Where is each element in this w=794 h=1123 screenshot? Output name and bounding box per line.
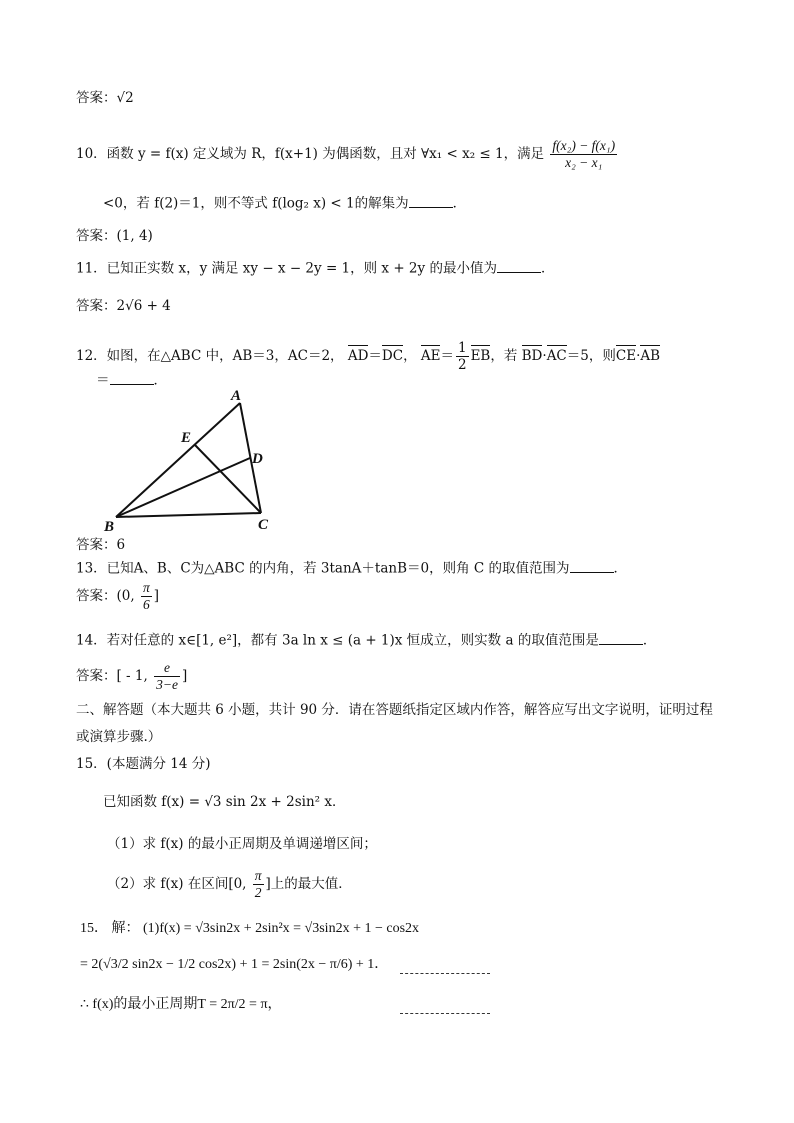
answer-q11: 答案：2√6 + 4 <box>76 298 171 314</box>
frac-den: 6 <box>142 597 150 613</box>
solution-line2 <box>80 957 388 974</box>
vector-dc: DC <box>381 348 404 365</box>
answer-q13-frac <box>141 580 152 613</box>
question-10-line2 <box>103 193 466 212</box>
q12-fraction <box>456 340 469 373</box>
question-14 <box>76 630 656 649</box>
vector-ad: AD <box>347 348 369 365</box>
q13-text: 13．已知A、B、C为△ABC 的内角，若 3tanA＋tanB＝0，则角 C 的取值范围为 <box>76 560 570 577</box>
q12-text-b: ，若 <box>490 348 518 365</box>
answer-q14-frac <box>154 660 180 693</box>
edge-ab <box>116 403 240 517</box>
dot-sign: · <box>542 348 547 365</box>
frac-num: 1 <box>457 340 467 356</box>
answer-q14-suffix: ] <box>181 668 188 685</box>
label-c: C <box>258 517 269 533</box>
answer-q14 <box>76 660 187 693</box>
q10-line2-text: <0，若 f(2)＝1，则不等式 f(log₂ x) < 1的解集为 <box>103 195 409 212</box>
question-11 <box>76 258 554 277</box>
section-2-heading-cont: 或演算步骤.） <box>76 729 162 745</box>
triangle-figure <box>95 385 295 535</box>
vector-eb: EB <box>470 348 491 365</box>
frac-den: 3−e <box>156 677 178 693</box>
q12-text-a: 12．如图，在△ABC 中，AB＝3，AC＝2， <box>76 348 344 365</box>
question-10-line1 <box>76 138 619 171</box>
vector-bd: BD <box>521 348 543 365</box>
answer-q13-suffix: ] <box>153 588 159 605</box>
label-d: D <box>252 451 263 467</box>
score-dash-line <box>400 959 490 974</box>
q13-end: ． <box>613 560 627 577</box>
answer-prev: 答案：√2 <box>76 90 134 106</box>
frac-den: 2 <box>254 885 262 901</box>
question-15-given: 已知函数 f(x) = √3 sin 2x + 2sin² x． <box>103 794 346 810</box>
question-15-part2 <box>107 868 352 901</box>
q14-text: 14．若对任意的 x∈[1, e²]，都有 3a ln x ≤ (a + 1)x 恒成立，则实数 a 的取值范围是 <box>76 632 599 649</box>
q12-line2-eq: ＝ <box>96 372 110 389</box>
eq-sign: ＝ <box>440 348 454 365</box>
edge-bc <box>116 513 261 517</box>
part2-text-b: ]上的最大值． <box>265 876 352 893</box>
score-dash-line <box>400 999 490 1014</box>
q14-end: ． <box>642 632 657 649</box>
answer-q14-prefix: 答案：[ - 1, <box>76 668 148 685</box>
answer-blank <box>110 370 154 385</box>
question-12-line1 <box>76 340 660 373</box>
section-2-heading: 二、解答题（本大题共 6 小题，共计 90 分．请在答题纸指定区域内作答，解答应写出文字说明，证明过程 <box>76 702 713 718</box>
answer-blank <box>570 558 614 573</box>
solution-line3: ∴ f(x)的最小正周期T = 2π/2 = π， <box>80 997 282 1012</box>
solution-line1: 15． 解： (1)f(x) = √3sin2x + 2sin²x = √3sin2x + 1 − cos2x <box>80 921 420 936</box>
sep: ， <box>403 348 417 365</box>
part2-frac <box>253 868 264 901</box>
vector-ab: AB <box>640 348 661 365</box>
q12-end: ． <box>153 372 167 389</box>
answer-q13-prefix: 答案：(0, <box>76 588 135 605</box>
q11-text: 11．已知正实数 x，y 满足 xy − x − 2y = 1，则 x + 2y 的最小值为 <box>76 260 497 277</box>
vector-ac: AC <box>546 348 567 365</box>
q10-text: 10．函数 y = f(x) 定义域为 R，f(x+1) 为偶函数，且对 ∀x₁ < x₂ ≤ 1，满足 <box>76 146 545 163</box>
answer-q13 <box>76 580 159 613</box>
dot-sign: · <box>636 348 641 365</box>
vector-ae: AE <box>420 348 441 365</box>
frac-num: π <box>253 868 264 885</box>
q12-text-c: ＝5，则 <box>566 348 616 365</box>
question-13 <box>76 558 627 577</box>
label-a: A <box>231 388 242 404</box>
vector-ce: CE <box>615 348 637 365</box>
eq-sign: ＝ <box>368 348 382 365</box>
frac-den: 2 <box>457 357 467 374</box>
part2-text-a: （2）求 f(x) 在区间[0, <box>107 876 247 893</box>
frac-num: e <box>154 660 180 677</box>
q10-frac-num: f(x₂) − f(x₁) <box>550 138 617 155</box>
frac-num: π <box>141 580 152 597</box>
label-e: E <box>181 430 192 446</box>
q10-fraction <box>550 138 617 171</box>
q10-frac-den: x₂ − x₁ <box>565 155 603 171</box>
answer-blank <box>409 193 453 208</box>
answer-q12: 答案：6 <box>76 537 126 553</box>
label-b: B <box>104 519 115 535</box>
question-15-part1: （1）求 f(x) 的最小正周期及单调递增区间； <box>107 836 377 852</box>
q10-end: ． <box>452 195 467 212</box>
answer-q10: 答案：(1, 4) <box>76 228 153 244</box>
solution-line2-text: = 2(√3/2 sin2x − 1/2 cos2x) + 1 = 2sin(2x − π/6) + 1． <box>80 957 389 972</box>
answer-blank <box>497 258 541 273</box>
question-15-head: 15．(本题满分 14 分) <box>76 756 211 772</box>
answer-blank <box>599 630 643 645</box>
q11-end: ． <box>540 260 555 277</box>
segment-bd <box>116 458 250 517</box>
